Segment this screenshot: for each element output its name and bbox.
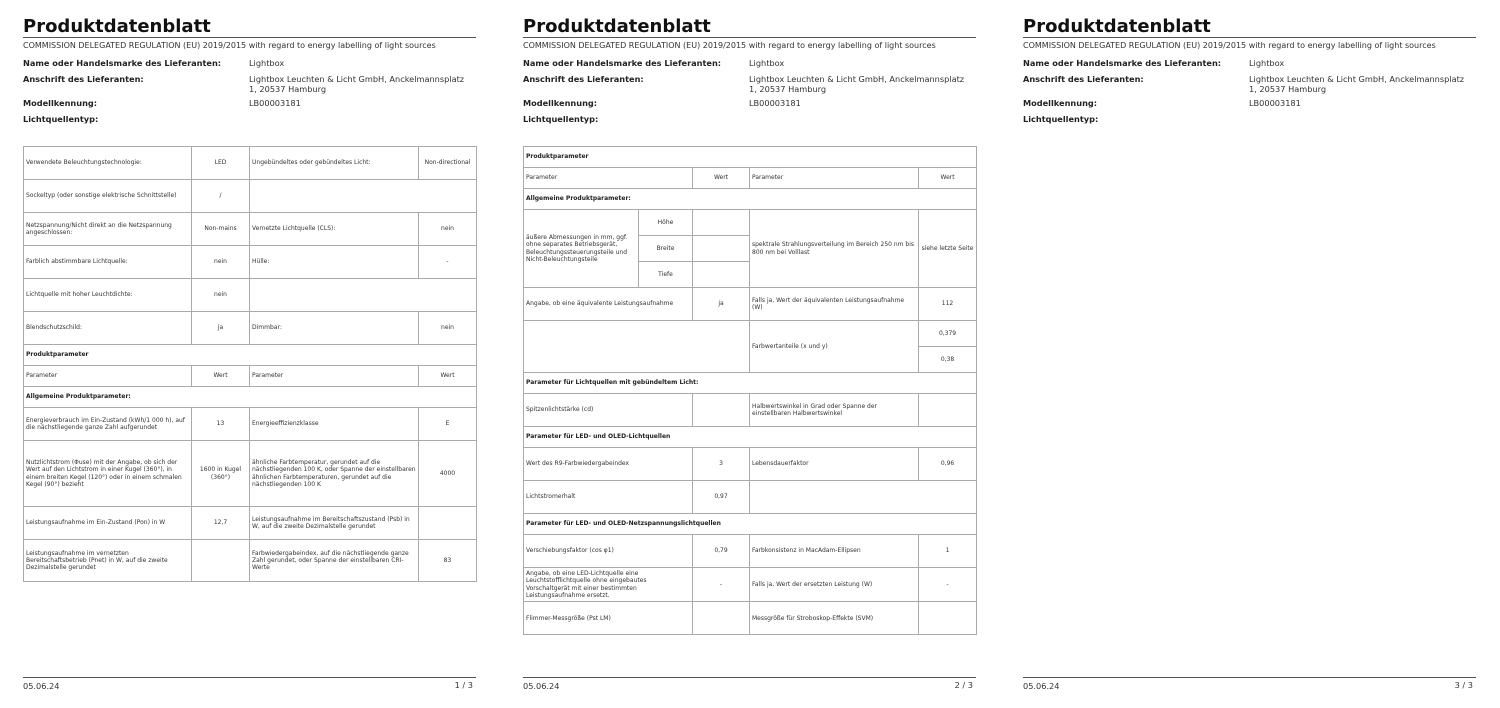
lightsource-type-label: Lichtquellentyp: [1023, 114, 1099, 124]
column-header: Wert [192, 366, 250, 387]
column-header: Wert [919, 168, 977, 189]
column-header: Parameter [524, 168, 693, 189]
table-cell: Energieverbrauch im Ein-Zustand (kWh/1 000 h), auf die nächstliegende ganze Zahl aufgerundet [24, 408, 192, 441]
table-row [524, 288, 977, 321]
table-cell: Tiefe [639, 262, 693, 288]
header-row [524, 168, 977, 189]
table-cell: spektrale Strahlungsverteilung im Bereich 250 nm bis 800 nm bei Volllast [750, 210, 919, 288]
table-cell: 83 [419, 540, 477, 582]
regulation-subtitle: COMMISSION DELEGATED REGULATION (EU) 2019/2015 with regard to energy labelling of light sources [1023, 41, 1436, 50]
model-value: LB00003181 [1249, 98, 1301, 108]
page-1 [23, 0, 476, 708]
address-label: Anschrift des Lieferanten: [1023, 74, 1144, 84]
supplier-label: Name oder Handelsmarke des Lieferanten: [523, 58, 722, 68]
table-cell [419, 507, 477, 540]
page-title: Produktdatenblatt [23, 16, 211, 37]
empty-cell [693, 236, 750, 262]
table-cell [192, 540, 250, 582]
page-title: Produktdatenblatt [523, 16, 711, 37]
table-cell [919, 602, 977, 635]
table-cell: nein [419, 312, 477, 345]
header-row [24, 366, 477, 387]
lightsource-type-label: Lichtquellentyp: [23, 114, 99, 124]
table-cell: Falls ja, Wert der ersetzten Leistung (W) [750, 568, 919, 602]
page-title: Produktdatenblatt [1023, 16, 1211, 37]
section-heading: Produktparameter [24, 345, 477, 366]
regulation-subtitle: COMMISSION DELEGATED REGULATION (EU) 2019/2015 with regard to energy labelling of light sources [23, 41, 436, 50]
table-cell: Lichtstromerhalt [524, 481, 693, 514]
section-row [524, 147, 977, 168]
table-cell: ja [192, 312, 250, 345]
section-heading: Parameter für LED- und OLED-Netzspannungslichtquellen [524, 514, 977, 535]
table-cell: Falls ja, Wert der äquivalenten Leistungsaufnahme (W) [750, 288, 919, 321]
table-cell: äußere Abmessungen in mm, ggf. ohne separates Betriebsgerät, Beleuchtungssteuerungsteile und Nicht-Beleuchtungsteile [524, 210, 639, 288]
product-parameters-table [523, 146, 977, 635]
table-cell: 12,7 [192, 507, 250, 540]
table-row [24, 408, 477, 441]
table-cell: Verschiebungsfaktor (cos φ1) [524, 535, 693, 568]
page-number: 2 / 3 [954, 680, 973, 690]
supplier-value: Lightbox [1249, 58, 1285, 68]
model-value: LB00003181 [249, 98, 301, 108]
table-cell: ja [693, 288, 750, 321]
section-row [24, 345, 477, 366]
model-value: LB00003181 [749, 98, 801, 108]
page-3 [1023, 0, 1476, 708]
table-cell: 4000 [419, 441, 477, 507]
supplier-label: Name oder Handelsmarke des Lieferanten: [1023, 58, 1222, 68]
table-cell: - [693, 568, 750, 602]
table-cell: Dimmbar: [250, 312, 419, 345]
table-cell [919, 394, 977, 427]
table-cell: Angabe, ob eine äquivalente Leistungsaufnahme [524, 288, 693, 321]
footer-divider [523, 677, 976, 678]
empty-cell [250, 180, 477, 213]
table-cell: Netzspannung/Nicht direkt an die Netzspannung angeschlossen: [24, 213, 192, 246]
table-cell: 1600 in Kugel (360°) [192, 441, 250, 507]
table-cell: Farbwertanteile (x und y) [750, 321, 919, 373]
footer-divider [23, 677, 476, 678]
table-cell: Leistungsaufnahme im Ein-Zustand (Pon) in W [24, 507, 192, 540]
table-row [524, 481, 977, 514]
supplier-label: Name oder Handelsmarke des Lieferanten: [23, 58, 222, 68]
table-cell: Nutzlichtstrom (Φuse) mit der Angabe, ob sich der Wert auf den Lichtstrom in einer Kugel (360°), in einem breiten Kegel (120°) oder in einem schmalen Kegel (90°) bezieht [24, 441, 192, 507]
table-row [524, 602, 977, 635]
footer-date: 05.06.24 [523, 681, 560, 691]
table-cell: 0,79 [693, 535, 750, 568]
empty-cell [250, 279, 477, 312]
table-cell: Leistungsaufnahme im vernetzten Bereitschaftsbetrieb (Pnet) in W, auf die zweite Dezimalstelle gerundet [24, 540, 192, 582]
table-cell: 3 [693, 448, 750, 481]
table-cell: Energieeffizienzklasse [250, 408, 419, 441]
table-cell: Farbkonsistenz in MacAdam-Ellipsen [750, 535, 919, 568]
table-cell: Wert des R9-Farbwiedergabeindex [524, 448, 693, 481]
table-cell: Höhe [639, 210, 693, 236]
table-cell: Ungebündeltes oder gebündeltes Licht: [250, 147, 419, 180]
lightsource-type-label: Lichtquellentyp: [523, 114, 599, 124]
table-cell: 112 [919, 288, 977, 321]
section-row [524, 427, 977, 448]
table-cell: Non-directional [419, 147, 477, 180]
table-cell: / [192, 180, 250, 213]
model-label: Modellkennung: [1023, 98, 1098, 108]
address-label: Anschrift des Lieferanten: [523, 74, 644, 84]
table-cell: Halbwertswinkel in Grad oder Spanne der einstellbaren Halbwertswinkel [750, 394, 919, 427]
table-row [24, 147, 477, 180]
table-cell: 0,379 [919, 321, 977, 347]
column-header: Wert [419, 366, 477, 387]
table-cell: - [419, 246, 477, 279]
empty-cell [524, 321, 750, 373]
table-cell: - [919, 568, 977, 602]
page-number: 1 / 3 [454, 680, 473, 690]
table-cell: nein [192, 246, 250, 279]
table-cell: Vernetzte Lichtquelle (CLS): [250, 213, 419, 246]
title-divider [523, 37, 976, 38]
table-cell: 13 [192, 408, 250, 441]
table-cell: Flimmer-Messgröße (Pst LM) [524, 602, 693, 635]
empty-cell [693, 262, 750, 288]
product-data-table [23, 146, 477, 582]
table-cell: nein [192, 279, 250, 312]
empty-cell [750, 481, 977, 514]
table-cell: Lichtquelle mit hoher Leuchtdichte: [24, 279, 192, 312]
table-row [24, 279, 477, 312]
table-row [24, 540, 477, 582]
table-cell: E [419, 408, 477, 441]
table-cell: Verwendete Beleuchtungstechnologie: [24, 147, 192, 180]
empty-cell [693, 210, 750, 236]
section-heading: Produktparameter [524, 147, 977, 168]
table-row [524, 568, 977, 602]
table-cell: Messgröße für Stroboskop-Effekte (SVM) [750, 602, 919, 635]
table-cell: Non-mains [192, 213, 250, 246]
table-row [24, 246, 477, 279]
section-heading: Allgemeine Produktparameter: [24, 387, 477, 408]
table-row [524, 448, 977, 481]
column-header: Parameter [750, 168, 919, 189]
table-cell: LED [192, 147, 250, 180]
supplier-value: Lightbox [249, 58, 285, 68]
table-row [24, 507, 477, 540]
table-row [24, 180, 477, 213]
table-cell: Farbwiedergabeindex, auf die nächstliegende ganze Zahl gerundet, oder Spanne der einstellbaren CRI-Werte [250, 540, 419, 582]
section-row [524, 514, 977, 535]
table-cell: siehe letzte Seite [919, 210, 977, 288]
table-row [524, 535, 977, 568]
table-cell: 1 [919, 535, 977, 568]
table-cell: Farblich abstimmbare Lichtquelle: [24, 246, 192, 279]
table-cell [693, 602, 750, 635]
title-divider [23, 37, 476, 38]
section-heading: Parameter für Lichtquellen mit gebündeltem Licht: [524, 373, 977, 394]
page-number: 3 / 3 [1454, 680, 1473, 690]
table-cell: Leistungsaufnahme im Bereitschaftszustand (Psb) in W, auf die zweite Dezimalstelle gerundet [250, 507, 419, 540]
table-cell: 0,38 [919, 347, 977, 373]
table-cell: nein [419, 213, 477, 246]
table-cell: Breite [639, 236, 693, 262]
table-row [524, 394, 977, 427]
table-cell: Blendschutzschild: [24, 312, 192, 345]
table-cell: Angabe, ob eine LED-Lichtquelle eine Leuchtstofflichtquelle ohne eingebautes Vorschaltgerät mit einer bestimmten Leistungsaufnahme ersetzt. [524, 568, 693, 602]
table-row [24, 441, 477, 507]
table-cell [693, 394, 750, 427]
model-label: Modellkennung: [23, 98, 98, 108]
supplier-value: Lightbox [749, 58, 785, 68]
table-row [24, 312, 477, 345]
table-cell: ähnliche Farbtemperatur, gerundet auf die nächstliegenden 100 K, oder Spanne der einstellbaren ähnlichen Farbtemperaturen, gerundet auf die nächstliegenden 100 K [250, 441, 419, 507]
column-header: Parameter [250, 366, 419, 387]
address-value: Lightbox Leuchten & Licht GmbH, Anckelmannsplatz 1, 20537 Hamburg [749, 74, 965, 94]
table-cell: 0,96 [919, 448, 977, 481]
address-value: Lightbox Leuchten & Licht GmbH, Anckelmannsplatz 1, 20537 Hamburg [1249, 74, 1465, 94]
table-row [24, 213, 477, 246]
page-2 [523, 0, 976, 708]
footer-divider [1023, 677, 1476, 678]
address-label: Anschrift des Lieferanten: [23, 74, 144, 84]
footer-date: 05.06.24 [23, 681, 60, 691]
column-header: Wert [693, 168, 750, 189]
table-row [524, 321, 977, 347]
table-cell: Sockeltyp (oder sonstige elektrische Schnittstelle) [24, 180, 192, 213]
model-label: Modellkennung: [523, 98, 598, 108]
section-row [24, 387, 477, 408]
table-cell: 0,97 [693, 481, 750, 514]
table-cell: Hülle: [250, 246, 419, 279]
column-header: Parameter [24, 366, 192, 387]
regulation-subtitle: COMMISSION DELEGATED REGULATION (EU) 2019/2015 with regard to energy labelling of light sources [523, 41, 936, 50]
section-row [524, 189, 977, 210]
table-cell: Spitzenlichtstärke (cd) [524, 394, 693, 427]
address-value: Lightbox Leuchten & Licht GmbH, Anckelmannsplatz 1, 20537 Hamburg [249, 74, 465, 94]
section-heading: Parameter für LED- und OLED-Lichtquellen [524, 427, 977, 448]
table-row [524, 210, 977, 236]
footer-date: 05.06.24 [1023, 681, 1060, 691]
title-divider [1023, 37, 1476, 38]
table-cell: Lebensdauerfaktor [750, 448, 919, 481]
section-heading: Allgemeine Produktparameter: [524, 189, 977, 210]
section-row [524, 373, 977, 394]
